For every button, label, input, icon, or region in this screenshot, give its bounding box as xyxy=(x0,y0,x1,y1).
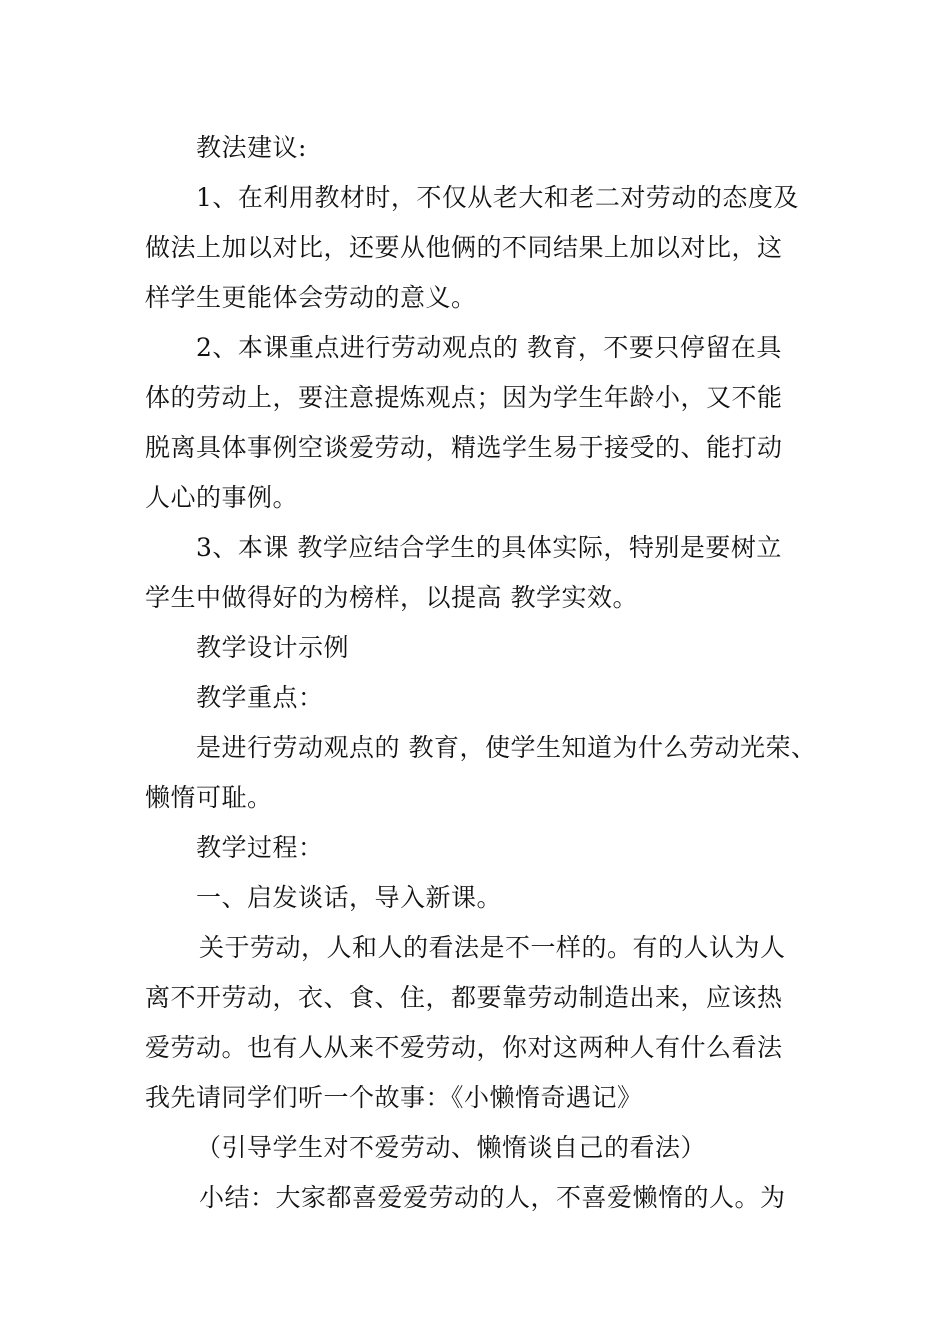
heading-design-example: 教学设计示例 xyxy=(196,633,350,662)
paragraph-line: 离不开劳动，衣、食、住，都要靠劳动制造出来，应该热 xyxy=(145,983,783,1012)
paragraph-line: 3、本课 教学应结合学生的具体实际，特别是要树立 xyxy=(196,533,782,562)
paragraph-line: 脱离具体事例空谈爱劳动，精选学生易于接受的、能打动 xyxy=(145,433,783,462)
paragraph-line: 2、本课重点进行劳动观点的 教育，不要只停留在具 xyxy=(196,333,782,362)
heading-teaching-process: 教学过程： xyxy=(196,833,324,862)
paragraph-line: 是进行劳动观点的 教育，使学生知道为什么劳动光荣、 xyxy=(196,733,817,762)
heading-teaching-suggestions: 教法建议: xyxy=(196,133,307,162)
paragraph-line: 爱劳动。也有人从来不爱劳动，你对这两种人有什么看法 xyxy=(145,1033,783,1062)
paragraph-line: 小结：大家都喜爱爱劳动的人，不喜爱懒惰的人。为 xyxy=(199,1183,786,1212)
paragraph-line: 做法上加以对比，还要从他俩的不同结果上加以对比，这 xyxy=(145,233,783,262)
paragraph-line: （引导学生对不爱劳动、懒惰谈自己的看法） xyxy=(196,1133,707,1162)
paragraph-line: 1、在利用教材时，不仅从老大和老二对劳动的态度及 xyxy=(196,183,799,212)
paragraph-line: 人心的事例。 xyxy=(145,483,299,512)
paragraph-line: 关于劳动，人和人的看法是不一样的。有的人认为人 xyxy=(199,933,786,962)
paragraph-line: 样学生更能体会劳动的意义。 xyxy=(145,283,477,312)
heading-teaching-focus: 教学重点： xyxy=(196,683,324,712)
paragraph-line: 学生中做得好的为榜样，以提高 教学实效。 xyxy=(145,583,638,612)
paragraph-line: 体的劳动上，要注意提炼观点；因为学生年龄小，又不能 xyxy=(145,383,783,412)
paragraph-line: 我先请同学们听一个故事：《小懒惰奇遇记》 xyxy=(145,1083,643,1112)
paragraph-line: 懒惰可耻。 xyxy=(145,783,273,812)
section-heading-1: 一、启发谈话，导入新课。 xyxy=(196,883,503,912)
